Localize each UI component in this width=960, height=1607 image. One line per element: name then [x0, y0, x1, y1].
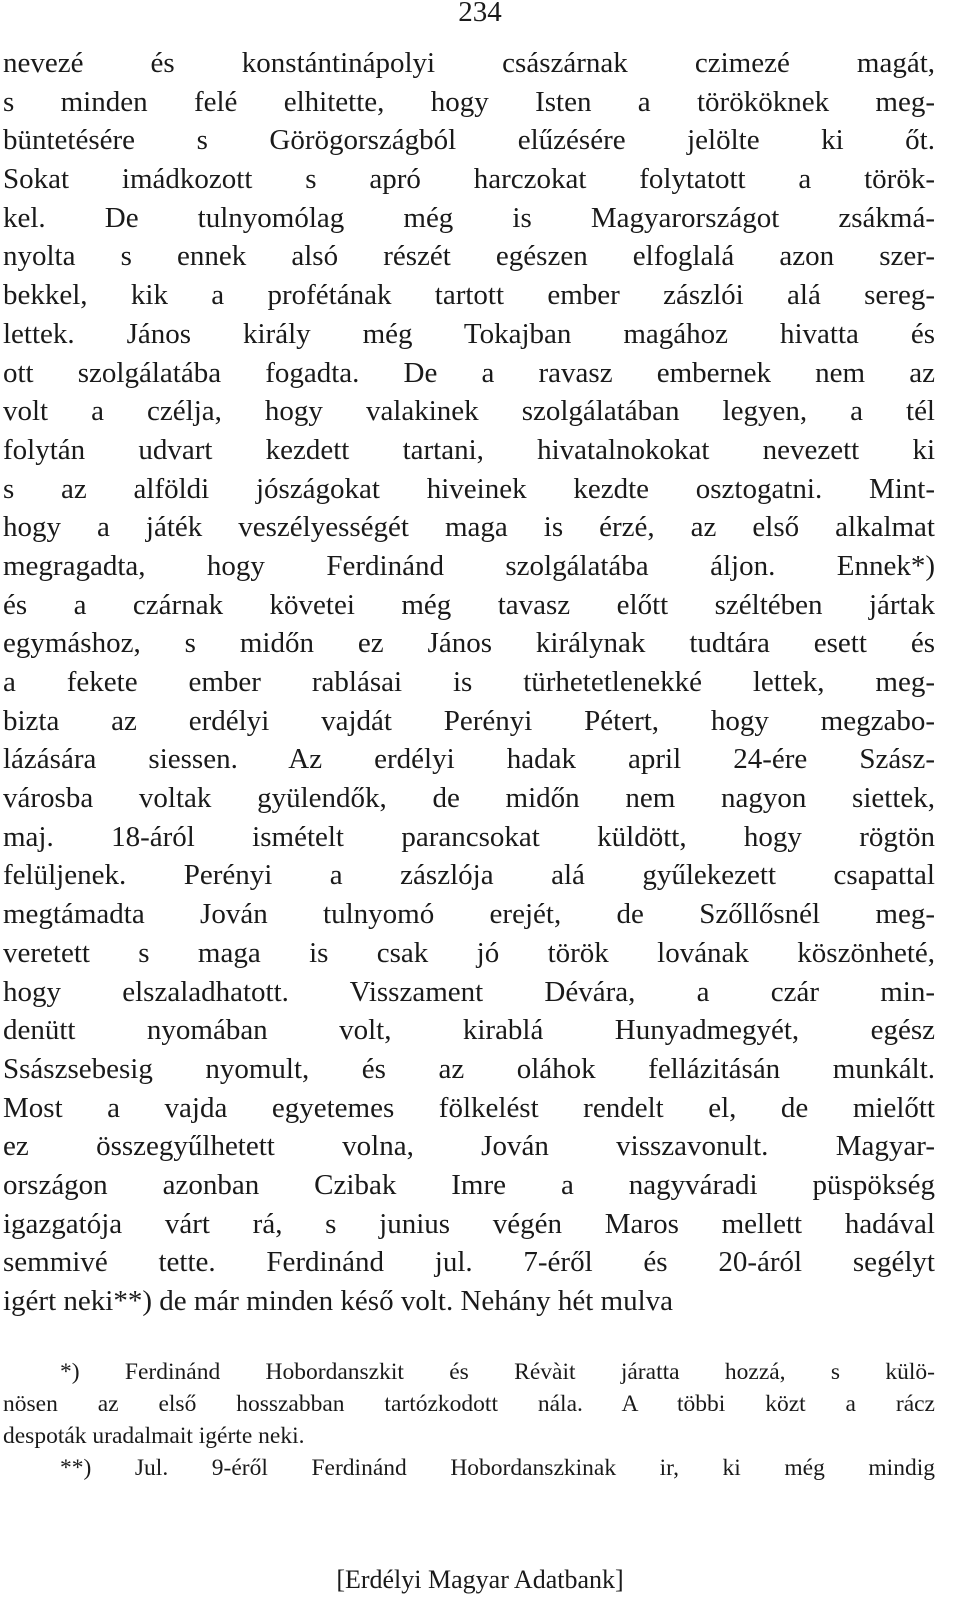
text-line: maj. 18-áról ismételt parancsokat küldött, hogy rögtön: [3, 820, 935, 853]
text-line: egymáshoz, s midőn ez János királynak tudtára esett és: [3, 627, 935, 660]
body-text: [3, 44, 935, 1321]
text-line: kel. De tulnyomólag még is Magyarországot zsákmá-: [3, 201, 935, 234]
source-label: [Erdélyi Magyar Adatbank]: [336, 1565, 624, 1594]
footnotes: [3, 1356, 935, 1484]
text-line: folytán udvart kezdett tartani, hivatalnokokat nevezett ki: [3, 433, 935, 466]
text-line: országon azonban Czibak Imre a nagyváradi püspökség: [3, 1168, 935, 1201]
text-line: ott szolgálatába fogadta. De a ravasz embernek nem az: [3, 356, 935, 389]
footnote-line: **) Jul. 9-éről Ferdinánd Hobordanszkinak ir, ki még mindig: [60, 1455, 935, 1481]
text-line: lázására siessen. Az erdélyi hadak april 24-ére Szász-: [3, 743, 935, 776]
text-line: lettek. János király még Tokajban magához hivatta és: [3, 317, 935, 350]
text-line: s minden felé elhitette, hogy Isten a törököknek meg-: [3, 85, 935, 118]
footnote-line: *) Ferdinánd Hobordanszkit és Révàit járatta hozzá, s külö-: [60, 1359, 935, 1385]
text-line: és a czárnak követei még tavasz előtt széltében jártak: [3, 588, 935, 621]
text-line: felüljenek. Perényi a zászlója alá gyűlekezett csapattal: [3, 859, 935, 892]
footnote-line: nösen az első hosszabban tartózkodott nála. A többi közt a rácz: [3, 1391, 935, 1417]
text-line: büntetésére s Görögországból elűzésére jelölte ki őt.: [3, 124, 935, 157]
text-line: hogy a játék veszélyességét maga is érzé, az első alkalmat: [3, 511, 935, 544]
text-line: ez összegyűlhetett volna, Jován visszavonult. Magyar-: [3, 1130, 935, 1163]
text-line: bizta az erdélyi vajdát Perényi Pétert, hogy megzabo-: [3, 704, 935, 737]
text-line: bekkel, kik a profétának tartott ember zászlói alá sereg-: [3, 279, 935, 312]
text-line: denütt nyomában volt, kirablá Hunyadmegyét, egész: [3, 1014, 935, 1047]
text-line: a fekete ember rablásai is türhetetlenekké lettek, meg-: [3, 666, 935, 698]
text-line: megtámadta Jován tulnyomó erejét, de Szőllősnél meg-: [3, 898, 935, 931]
text-line: volt a czélja, hogy valakinek szolgálatában legyen, a tél: [3, 395, 935, 428]
text-line: igazgatója várt rá, s junius végén Maros mellett hadával: [3, 1207, 935, 1240]
text-line: megragadta, hogy Ferdinánd szolgálatába áljon. Ennek*): [3, 549, 935, 582]
footnote-line: despoták uradalmait igérte neki.: [3, 1423, 305, 1449]
text-line: hogy elszaladhatott. Visszament Dévára, a czár min-: [3, 975, 935, 1008]
text-line: semmivé tette. Ferdinánd jul. 7-éről és 20-áról segélyt: [3, 1246, 935, 1279]
text-line: Ssászsebesig nyomult, és az oláhok fellázitásán munkált.: [3, 1052, 935, 1085]
text-line: Sokat imádkozott s apró harczokat folytatott a török-: [3, 163, 935, 196]
page-number: 234: [458, 0, 502, 28]
text-line: Most a vajda egyetemes fölkelést rendelt el, de mielőtt: [3, 1091, 935, 1124]
text-line: városba voltak gyülendők, de midőn nem nagyon siettek,: [3, 782, 935, 815]
text-line: nyolta s ennek alsó részét egészen elfoglalá azon szer-: [3, 240, 935, 273]
text-line: nevezé és konstántinápolyi császárnak czimezé magát,: [3, 47, 935, 79]
text-line: igért neki**) de már minden késő volt. Nehány hét mulva: [3, 1285, 674, 1317]
text-line: s az alföldi jószágokat hiveinek kezdte osztogatni. Mint-: [3, 472, 935, 505]
text-line: veretett s maga is csak jó török lovának köszönheté,: [3, 936, 935, 969]
